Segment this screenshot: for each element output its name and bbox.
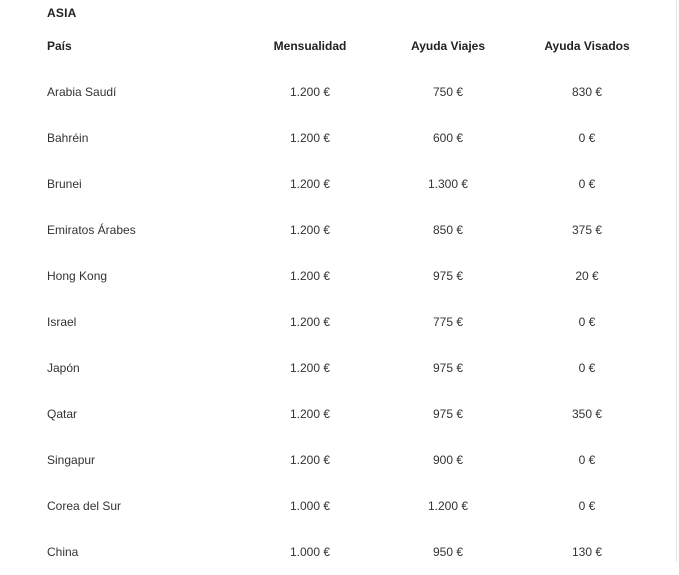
cell-visa: 350 € bbox=[571, 407, 603, 421]
cell-monthly: 1.200 € bbox=[289, 269, 331, 283]
cell-monthly: 1.000 € bbox=[289, 545, 331, 559]
cell-country: Israel bbox=[47, 315, 77, 329]
header-visa: Ayuda Visados bbox=[544, 39, 630, 53]
cell-visa: 0 € bbox=[578, 361, 596, 375]
table-row bbox=[37, 207, 661, 253]
cell-travel: 975 € bbox=[432, 269, 464, 283]
cell-country: Bahréin bbox=[47, 131, 89, 145]
cell-travel: 850 € bbox=[432, 223, 464, 237]
table-row bbox=[37, 115, 661, 161]
cell-country: Japón bbox=[47, 361, 80, 375]
cell-monthly: 1.200 € bbox=[289, 315, 331, 329]
table-header bbox=[37, 23, 661, 69]
cell-country: Corea del Sur bbox=[47, 499, 122, 513]
table-row bbox=[37, 299, 661, 345]
cell-country: Hong Kong bbox=[47, 269, 108, 283]
cell-visa: 20 € bbox=[575, 269, 599, 283]
cell-travel: 1.300 € bbox=[427, 177, 469, 191]
table-row bbox=[37, 253, 661, 299]
cell-monthly: 1.200 € bbox=[289, 131, 331, 145]
table-header-row bbox=[37, 23, 661, 69]
cell-monthly: 1.200 € bbox=[289, 407, 331, 421]
table-row bbox=[37, 161, 661, 207]
cell-visa: 0 € bbox=[578, 131, 596, 145]
table-row bbox=[37, 69, 661, 115]
header-travel: Ayuda Viajes bbox=[410, 39, 486, 53]
cell-monthly: 1.200 € bbox=[289, 453, 331, 467]
cell-monthly: 1.200 € bbox=[289, 85, 331, 99]
page-right-border bbox=[676, 0, 677, 562]
cell-visa: 0 € bbox=[578, 177, 596, 191]
country-rates-table bbox=[37, 23, 661, 575]
header-country: País bbox=[47, 39, 72, 53]
cell-country: Emiratos Árabes bbox=[47, 223, 136, 237]
header-monthly: Mensualidad bbox=[273, 39, 347, 53]
cell-travel: 775 € bbox=[432, 315, 464, 329]
table-row bbox=[37, 437, 661, 483]
cell-monthly: 1.200 € bbox=[289, 223, 331, 237]
cell-visa: 0 € bbox=[578, 453, 596, 467]
cell-country: China bbox=[47, 545, 79, 559]
cell-travel: 975 € bbox=[432, 407, 464, 421]
table-row bbox=[37, 391, 661, 437]
cell-monthly: 1.200 € bbox=[289, 177, 331, 191]
section-title: ASIA bbox=[47, 6, 77, 20]
cell-visa: 0 € bbox=[578, 499, 596, 513]
table-row bbox=[37, 529, 661, 575]
cell-country: Singapur bbox=[47, 453, 96, 467]
cell-travel: 750 € bbox=[432, 85, 464, 99]
cell-visa: 375 € bbox=[571, 223, 603, 237]
cell-visa: 0 € bbox=[578, 315, 596, 329]
table-body bbox=[37, 69, 661, 575]
cell-travel: 975 € bbox=[432, 361, 464, 375]
cell-country: Brunei bbox=[47, 177, 82, 191]
cell-monthly: 1.000 € bbox=[289, 499, 331, 513]
table-row bbox=[37, 345, 661, 391]
table-row bbox=[37, 483, 661, 529]
cell-visa: 130 € bbox=[571, 545, 603, 559]
cell-travel: 1.200 € bbox=[427, 499, 469, 513]
cell-visa: 830 € bbox=[571, 85, 603, 99]
cell-monthly: 1.200 € bbox=[289, 361, 331, 375]
cell-travel: 600 € bbox=[432, 131, 464, 145]
cell-travel: 950 € bbox=[432, 545, 464, 559]
cell-country: Arabia Saudí bbox=[47, 85, 117, 99]
cell-country: Qatar bbox=[47, 407, 78, 421]
cell-travel: 900 € bbox=[432, 453, 464, 467]
